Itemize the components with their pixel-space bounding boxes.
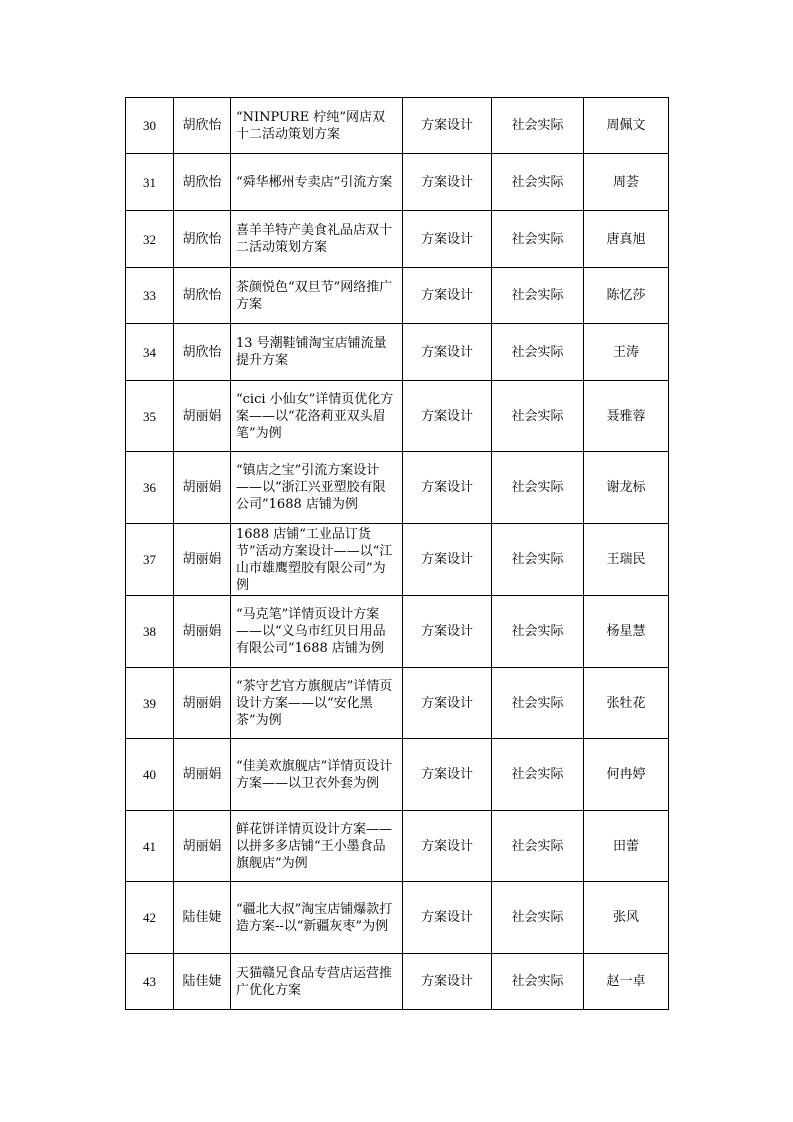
table-row — [126, 211, 669, 268]
advisor-cell: 胡欣怡 — [174, 98, 231, 154]
table-row — [126, 596, 669, 668]
student-name-cell: 唐真旭 — [584, 211, 669, 268]
advisor-cell: 陆佳婕 — [174, 954, 231, 1010]
advisor-cell: 胡欣怡 — [174, 268, 231, 324]
table-row — [126, 324, 669, 381]
topic-title-cell: “cici 小仙女”详情页优化方案——以“花洛莉亚双头眉笔”为例 — [231, 381, 403, 452]
topic-source-cell: 社会实际 — [492, 668, 584, 739]
row-number-cell: 36 — [126, 452, 174, 524]
topic-type-cell: 方案设计 — [403, 324, 492, 381]
advisor-cell: 胡欣怡 — [174, 324, 231, 381]
table-row — [126, 381, 669, 452]
student-name-cell: 周佩文 — [584, 98, 669, 154]
table-row — [126, 882, 669, 954]
topic-source-cell: 社会实际 — [492, 324, 584, 381]
topic-source-cell: 社会实际 — [492, 98, 584, 154]
student-name-cell: 张风 — [584, 882, 669, 954]
topic-source-cell: 社会实际 — [492, 739, 584, 811]
student-name-cell: 陈忆莎 — [584, 268, 669, 324]
topic-table — [125, 97, 669, 1010]
advisor-cell: 胡丽娟 — [174, 381, 231, 452]
topic-title-cell: 喜羊羊特产美食礼品店双十二活动策划方案 — [231, 211, 403, 268]
topic-source-cell: 社会实际 — [492, 596, 584, 668]
topic-source-cell: 社会实际 — [492, 268, 584, 324]
student-name-cell: 赵一卓 — [584, 954, 669, 1010]
topic-type-cell: 方案设计 — [403, 954, 492, 1010]
topic-title-cell: 茶颜悦色“双旦节”网络推广方案 — [231, 268, 403, 324]
topic-type-cell: 方案设计 — [403, 811, 492, 882]
topic-type-cell: 方案设计 — [403, 524, 492, 596]
table-row — [126, 739, 669, 811]
topic-title-cell: “马克笔”详情页设计方案——以“义乌市红贝日用品有限公司”1688 店铺为例 — [231, 596, 403, 668]
student-name-cell: 何冉婷 — [584, 739, 669, 811]
topic-source-cell: 社会实际 — [492, 954, 584, 1010]
topic-type-cell: 方案设计 — [403, 739, 492, 811]
topic-type-cell: 方案设计 — [403, 668, 492, 739]
topic-title-cell: “NINPURE 柠纯”网店双十二活动策划方案 — [231, 98, 403, 154]
advisor-cell: 胡丽娟 — [174, 668, 231, 739]
advisor-cell: 胡丽娟 — [174, 596, 231, 668]
topic-title-cell: “舜华郴州专卖店”引流方案 — [231, 154, 403, 211]
row-number-cell: 42 — [126, 882, 174, 954]
student-name-cell: 谢龙标 — [584, 452, 669, 524]
table-row — [126, 668, 669, 739]
topic-source-cell: 社会实际 — [492, 154, 584, 211]
topic-title-cell: 1688 店铺“工业品订货节”活动方案设计——以“江山市雄鹰塑胶有限公司”为例 — [231, 524, 403, 596]
topic-source-cell: 社会实际 — [492, 882, 584, 954]
row-number-cell: 38 — [126, 596, 174, 668]
topic-title-cell: “佳美欢旗舰店”详情页设计方案——以卫衣外套为例 — [231, 739, 403, 811]
student-name-cell: 周荟 — [584, 154, 669, 211]
row-number-cell: 34 — [126, 324, 174, 381]
topic-type-cell: 方案设计 — [403, 381, 492, 452]
table-row — [126, 811, 669, 882]
advisor-cell: 胡丽娟 — [174, 739, 231, 811]
row-number-cell: 32 — [126, 211, 174, 268]
advisor-cell: 陆佳婕 — [174, 882, 231, 954]
topic-title-cell: 天猫赣兄食品专营店运营推广优化方案 — [231, 954, 403, 1010]
topic-title-cell: “茶守艺官方旗舰店”详情页设计方案——以“安化黑茶”为例 — [231, 668, 403, 739]
topic-title-cell: 13 号潮鞋铺淘宝店铺流量提升方案 — [231, 324, 403, 381]
table-row — [126, 452, 669, 524]
topic-type-cell: 方案设计 — [403, 452, 492, 524]
topic-source-cell: 社会实际 — [492, 524, 584, 596]
table-row — [126, 154, 669, 211]
topic-title-cell: “疆北大叔”淘宝店铺爆款打造方案--以“新疆灰枣”为例 — [231, 882, 403, 954]
row-number-cell: 43 — [126, 954, 174, 1010]
student-name-cell: 杨星慧 — [584, 596, 669, 668]
topic-type-cell: 方案设计 — [403, 882, 492, 954]
table-body — [126, 98, 669, 1010]
advisor-cell: 胡丽娟 — [174, 524, 231, 596]
topic-source-cell: 社会实际 — [492, 381, 584, 452]
row-number-cell: 33 — [126, 268, 174, 324]
advisor-cell: 胡欣怡 — [174, 154, 231, 211]
topic-type-cell: 方案设计 — [403, 211, 492, 268]
topic-type-cell: 方案设计 — [403, 268, 492, 324]
row-number-cell: 41 — [126, 811, 174, 882]
student-name-cell: 王瑞民 — [584, 524, 669, 596]
advisor-cell: 胡欣怡 — [174, 211, 231, 268]
student-name-cell: 田蕾 — [584, 811, 669, 882]
topic-source-cell: 社会实际 — [492, 211, 584, 268]
topic-type-cell: 方案设计 — [403, 98, 492, 154]
topic-title-cell: “镇店之宝”引流方案设计——以“浙江兴亚塑胶有限公司”1688 店铺为例 — [231, 452, 403, 524]
student-name-cell: 王涛 — [584, 324, 669, 381]
row-number-cell: 37 — [126, 524, 174, 596]
row-number-cell: 39 — [126, 668, 174, 739]
table-row — [126, 524, 669, 596]
topic-title-cell: 鲜花饼详情页设计方案——以拼多多店铺“王小墨食品旗舰店”为例 — [231, 811, 403, 882]
student-name-cell: 聂雅蓉 — [584, 381, 669, 452]
table-row — [126, 98, 669, 154]
row-number-cell: 40 — [126, 739, 174, 811]
topic-source-cell: 社会实际 — [492, 811, 584, 882]
topic-type-cell: 方案设计 — [403, 154, 492, 211]
student-name-cell: 张牡花 — [584, 668, 669, 739]
advisor-cell: 胡丽娟 — [174, 452, 231, 524]
table-row — [126, 954, 669, 1010]
advisor-cell: 胡丽娟 — [174, 811, 231, 882]
table-row — [126, 268, 669, 324]
row-number-cell: 30 — [126, 98, 174, 154]
row-number-cell: 31 — [126, 154, 174, 211]
topic-type-cell: 方案设计 — [403, 596, 492, 668]
topic-source-cell: 社会实际 — [492, 452, 584, 524]
row-number-cell: 35 — [126, 381, 174, 452]
